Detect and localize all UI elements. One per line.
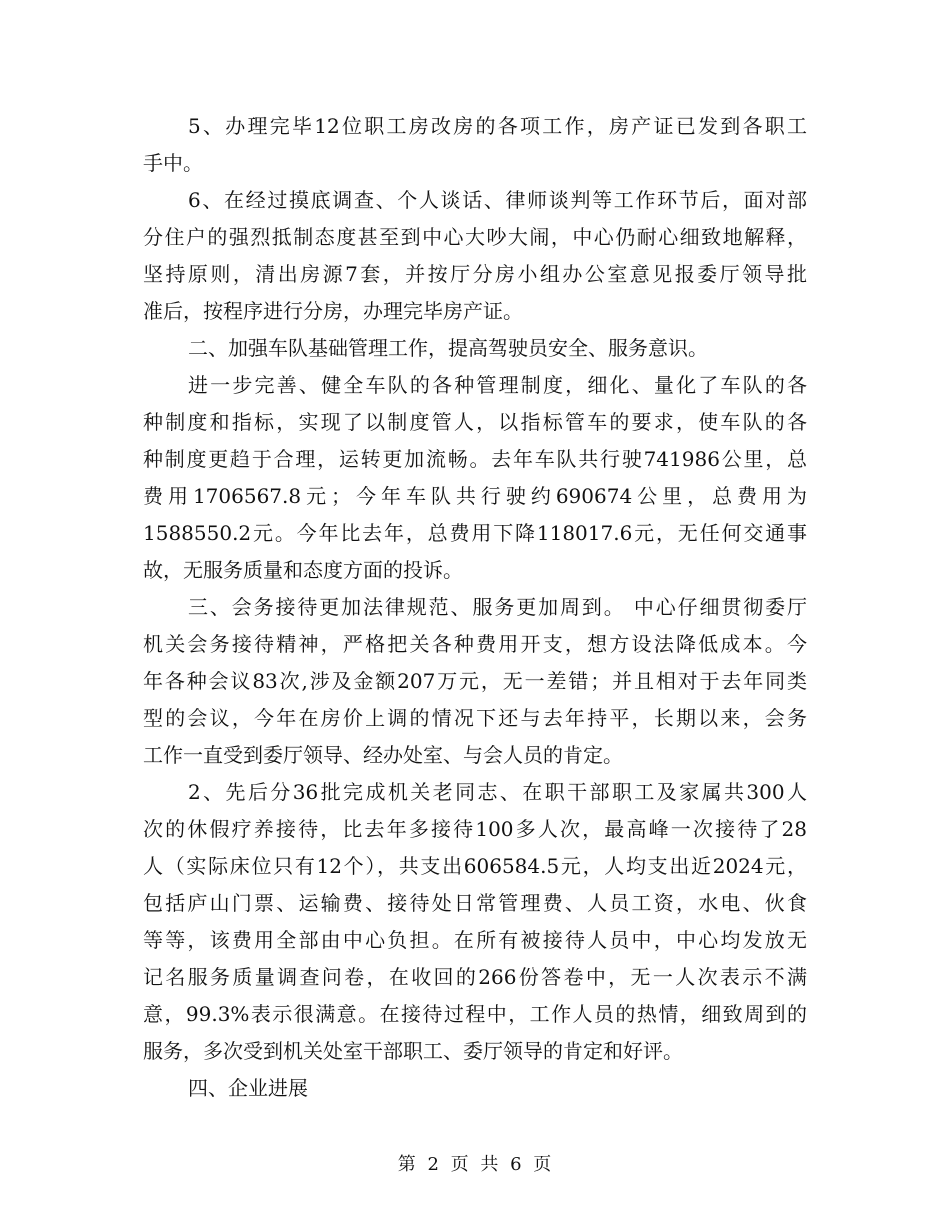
paragraph-item-2 <box>143 774 807 1070</box>
section-heading-text: 四、企业进展 <box>188 1076 308 1100</box>
text-line: 人（实际床位只有12个），共支出606584.5元，人均支出近2024元， <box>143 854 807 878</box>
text-line: 工作一直受到委厅领导、经办处室、与会人员的肯定。 <box>143 743 623 767</box>
text-line: 机关会务接待精神，严格把关各种费用开支，想方设法降低成本。今 <box>143 632 807 656</box>
paragraph-item-5 <box>143 108 807 182</box>
text-line: 2、先后分36批完成机关老同志、在职干部职工及家属共300人 <box>188 780 807 804</box>
text-line: 型的会议，今年在房价上调的情况下还与去年持平，长期以来，会务 <box>143 706 807 730</box>
paragraph-fleet-management <box>143 367 807 589</box>
document-body <box>143 108 807 1107</box>
section-heading-text: 二、加强车队基础管理工作，提高驾驶员安全、服务意识。 <box>188 336 708 360</box>
text-line: 5、办理完毕12位职工房改房的各项工作，房产证已发到各职工 <box>188 114 807 138</box>
text-line: 种制度更趋于合理，运转更加流畅。去年车队共行驶741986公里，总 <box>143 447 807 471</box>
text-line: 故，无服务质量和态度方面的投诉。 <box>143 558 463 582</box>
text-line: 年各种会议83次,涉及金额207万元，无一差错；并且相对于去年同类 <box>143 669 807 693</box>
text-line: 次的休假疗养接待，比去年多接待100多人次，最高峰一次接待了28 <box>143 817 807 841</box>
text-line: 费用1706567.8元；今年车队共行驶约690674公里，总费用为 <box>143 484 807 508</box>
text-line: 坚持原则，清出房源7套，并按厅分房小组办公室意见报委厅领导批 <box>143 262 807 286</box>
text-line: 分住户的强烈抵制态度甚至到中心大吵大闹，中心仍耐心细致地解释， <box>143 225 807 249</box>
page-number-footer: 第 2 页 共 6 页 <box>397 1154 553 1175</box>
text-line: 等等，该费用全部由中心负担。在所有被接待人员中，中心均发放无 <box>143 928 807 952</box>
section-heading-2 <box>143 330 807 367</box>
text-line: 进一步完善、健全车队的各种管理制度，细化、量化了车队的各 <box>188 373 807 397</box>
paragraph-item-6 <box>143 182 807 330</box>
text-line: 1588550.2元。今年比去年，总费用下降118017.6元，无任何交通事 <box>143 521 807 545</box>
text-line: 手中。 <box>143 151 203 175</box>
text-line: 意，99.3%表示很满意。在接待过程中，工作人员的热情，细致周到的 <box>143 1002 807 1026</box>
text-line: 记名服务质量调查问卷，在收回的266份答卷中，无一人次表示不满 <box>143 965 807 989</box>
text-line: 准后，按程序进行分房，办理完毕房产证。 <box>143 299 523 323</box>
text-line: 包括庐山门票、运输费、接待处日常管理费、人员工资，水电、伙食 <box>143 891 807 915</box>
paragraph-section-3 <box>143 589 807 774</box>
text-line: 三、会务接待更加法律规范、服务更加周到。 中心仔细贯彻委厅 <box>188 595 807 619</box>
text-line: 种制度和指标，实现了以制度管人，以指标管车的要求，使车队的各 <box>143 410 807 434</box>
text-line: 6、在经过摸底调查、个人谈话、律师谈判等工作环节后，面对部 <box>188 188 807 212</box>
section-heading-4 <box>143 1070 807 1107</box>
text-line: 服务，多次受到机关处室干部职工、委厅领导的肯定和好评。 <box>143 1039 683 1063</box>
